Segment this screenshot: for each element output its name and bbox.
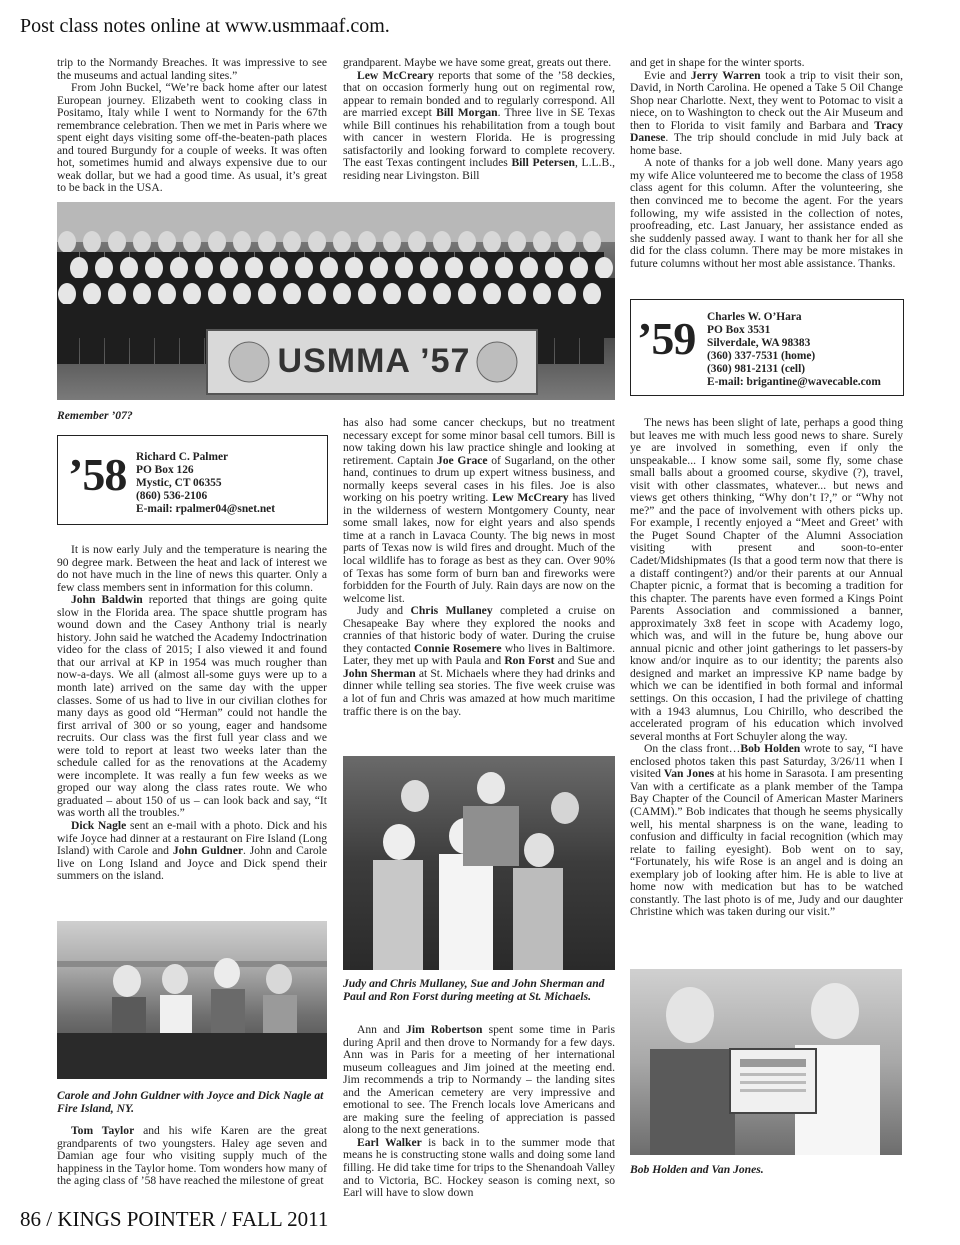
top-col3: [630, 57, 903, 270]
top-col2: [343, 57, 615, 182]
crowd-body: [80, 304, 104, 364]
crowd-face: [308, 283, 326, 305]
st-michaels-caption: Judy and Chris Mullaney, Sue and John Sherman and Paul and Ron Forst during meeting at St. Michaels.: [343, 977, 605, 1003]
crowd-face: [233, 231, 251, 253]
crowd-face: [533, 283, 551, 305]
classmate-name: Tom Taylor: [71, 1124, 135, 1137]
crowd-face: [470, 257, 488, 279]
classmate-name: John Guldner: [172, 844, 244, 858]
col2-body: [343, 417, 615, 718]
crowd-face: [270, 257, 288, 279]
classmate-name: Chris Mullaney: [410, 604, 493, 618]
crowd-face: [370, 257, 388, 279]
paragraph: The news has been slight of late, perhaps a good thing but leaves me with much less good news to share. Surely ye are involved in something, even if only the unspeakable... I know some sail, some fly, some chase small balls about a groomed course, skydive (?), travel, visit with other classmates, whatever... but news and views get others thinking, “Why don’t I?,” or “Why not me?” and the pace of involvement with others picks up. For example, I recently enjoyed a “Meet and Greet’ with the Puget Sound Chapter of the Alumni Association visiting with present and soon-to-enter Cadet/Midshipmates (Is that a good term now that there is a distaff contingent?) and/or their parents at our Annual Chapter picnic, a format that is becoming a tradition for this chapter. The parents have even formed a Kings Point Parents Association and commissioned a banner, approximately 3x8 feet in scope with Academy logo, which was, and will in the future be, hung above our annual picnic and other joint gatherings to let passers-by know and/or inquire as to our identity; the parents also designed and market an impressive KP name badge by which we can be identified in both formal and informal settings. On this occasion, I had the privilege of chatting with a 1943 alumnus, Lou Chirillo, who described the accelerated program of his education which involved several months at Fort Schuyler along the way.: [630, 416, 903, 743]
top-col1: [57, 57, 327, 195]
fire-island-photo: [57, 921, 327, 1079]
classmate-name: Lew McCreary: [357, 68, 434, 82]
class59-contact-box: [630, 299, 904, 396]
paragraph: grandparent. Maybe we have some great, greats out there.: [343, 56, 612, 69]
paragraph: It is now early July and the temperature is nearing the 90 degree mark. Between the heat and lack of interest we do not have much in the line of news this quarter. Only a few class members sent in information for this column.: [57, 543, 327, 594]
crowd-face: [158, 231, 176, 253]
crowd-face: [420, 257, 438, 279]
banner-caption: Remember ’07?: [57, 409, 133, 422]
crowd-face: [433, 283, 451, 305]
crowd-body: [180, 304, 204, 364]
classmate-name: Joe Grace: [436, 453, 488, 467]
crowd-face: [583, 231, 601, 253]
crowd-body: [57, 304, 79, 364]
crowd-face: [445, 257, 463, 279]
crowd-face: [458, 283, 476, 305]
crowd-face: [283, 231, 301, 253]
crowd-face: [283, 283, 301, 305]
crowd-face: [133, 231, 151, 253]
crowd-face: [145, 257, 163, 279]
crowd-face: [195, 257, 213, 279]
classmate-name: John Baldwin: [71, 593, 143, 607]
crowd-face: [520, 257, 538, 279]
classmate-name: John Sherman: [343, 666, 416, 680]
classmate-name: Tracy Danese: [630, 118, 903, 145]
col2-after-body: [343, 1024, 615, 1200]
crowd-face: [158, 283, 176, 305]
paragraph: has also had some cancer checkups, but no treatment necessary except for some minor basal cell tumors. Bill is now taking down his law practice shingle and looking at retirement. Captain Joe Grace of Sugarland, on the other hand, continues to drum up expert witness business, and normally keeps several cases in his files. Joe is also working on his poetry writing. Lew McCreary has lived in the wilderness of western Montgomery County, near some small lakes, now for eight years and also spends time at a ranch in Lavaca County. The big news in most parts of Texas now is wild fires and drought. Much of the local wildlife has to forage as best as they can. Over 90% of Texas has some form of burn ban and fireworks were forbidden for the Fourth of July. Rain days are now on the welcome list.: [343, 416, 616, 605]
crowd-face: [483, 283, 501, 305]
crowd-face: [233, 283, 251, 305]
crowd-face: [545, 257, 563, 279]
crowd-face: [295, 257, 313, 279]
crowd-face: [133, 283, 151, 305]
crowd-face: [58, 283, 76, 305]
classmate-name: Dick Nagle: [71, 819, 127, 833]
crowd-face: [258, 283, 276, 305]
crowd-face: [408, 283, 426, 305]
paragraph: Judy and Chris Mullaney completed a cruise on Chesapeake Bay where they explored the nooks and crannies of that historic body of water. During the cruise they contacted Connie Rosemere who lives in Baltimore. Later, they met up with Paula and Ron Forst and Sue and John Sherman at St. Michaels where they had drinks and dinner while telling sea stories. The five week cruise was a lot of fun and Chris was amazed at how much maritime traffic there is on the bay.: [343, 604, 615, 718]
crowd-face: [333, 231, 351, 253]
usmma57-group-photo: [57, 202, 615, 400]
class59-agent-info: Charles W. O’Hara PO Box 3531 Silverdale, WA 98383 (360) 337-7531 (home) (360) 981-2131 (cell) E-mail: brigantine@wavecable.com: [707, 311, 881, 388]
paragraph: trip to the Normandy Breaches. It was impressive to see the museums and actual landing sites.”: [57, 56, 327, 82]
crowd-face: [345, 257, 363, 279]
crowd-face: [395, 257, 413, 279]
crowd-face: [558, 283, 576, 305]
classmate-name: Van Jones: [663, 767, 715, 781]
crowd-face: [170, 257, 188, 279]
crowd-face: [208, 283, 226, 305]
crowd-face: [333, 283, 351, 305]
fire-island-caption: Carole and John Guldner with Joyce and Dick Nagle at Fire Island, NY.: [57, 1089, 324, 1115]
holden-jones-caption: Bob Holden and Van Jones.: [630, 1163, 764, 1176]
class-year-59: ’59: [637, 313, 696, 364]
paragraph: Lew McCreary reports that some of the ’58 deckies, that on occasion formerly hung out on regimental row, appear to remain bonded and to regularly correspond. All are married except Bill Morgan. Three live in SE Texas while Bill continues his rehabilitation from a tough bout with cancer in western Florida. He is progressing satisfactorily and looking forward to complete recovery. The east Texas contingent includes Bill Petersen, L.L.B., residing near Livingston. Bill: [343, 68, 616, 182]
holden-jones-photo: [630, 969, 902, 1155]
crowd-body: [105, 304, 129, 364]
paragraph: Earl Walker is back in to the summer mode that means he is constructing stone walls and doing some land filling. He did take time for trips to the Shenandoah Valley and to Victoria, BC. Hockey season is coming next, so Earl will have to slow down: [343, 1135, 615, 1200]
crowd-body: [555, 304, 579, 364]
crowd-face: [308, 231, 326, 253]
crowd-face: [358, 231, 376, 253]
classmate-name: Jim Robertson: [406, 1023, 483, 1036]
crowd-face: [83, 283, 101, 305]
crowd-face: [483, 231, 501, 253]
crowd-face: [358, 283, 376, 305]
crowd-face: [320, 257, 338, 279]
paragraph: On the class front…Bob Holden wrote to say, “I have enclosed photos taken this past Saturday, 3/26/11 when I visited Van Jones at his home in Sarasota. I am presenting Van with a certificate as a plank member of the Tampa Bay Chapter of the Council of American Master Mariners (CAMM).” Bob indicates that though he seems physically well, his mental sharpness is on the wane, leading to confusion and difficulty in facial recognition (which may relate to failing eyesight). Bob went on to say, “Fortunately, his wife Rose is an angel and is doing an exemplary job of looking after him. He is able to live at home now with medication but has to be watched constantly. The last photo is of me, Judy and our daughter Christine which was taken during our visit.”: [630, 742, 903, 919]
classmate-name: Lew McCreary: [492, 491, 569, 505]
crowd-face: [245, 257, 263, 279]
crowd-face: [508, 231, 526, 253]
crowd-body: [130, 304, 154, 364]
paragraph: and get in shape for the winter sports.: [630, 56, 805, 69]
crowd-face: [495, 257, 513, 279]
paragraph: Tom Taylor and his wife Karen are the great grandparents of two youngsters. Haley age seven and Damian age four who visiting supply much of the happiness in the Taylor home. Tom wonders how many of the aging class of ’58 have reached the milestone of great: [57, 1124, 327, 1188]
crowd-face: [433, 231, 451, 253]
crowd-face: [558, 231, 576, 253]
st-michaels-people: [343, 756, 615, 970]
crowd-face: [183, 283, 201, 305]
crowd-face: [383, 283, 401, 305]
crowd-face: [183, 231, 201, 253]
classmate-name: Jerry Warren: [690, 68, 761, 82]
crowd-face: [108, 283, 126, 305]
crowd-face: [208, 231, 226, 253]
crowd-face: [583, 283, 601, 305]
crowd-face: [120, 257, 138, 279]
paragraph: Dick Nagle sent an e-mail with a photo. Dick and his wife Joyce had dinner at a restaurant on Fire Island (Long Island) with Carole and John Guldner. John and Carole live on Long Island and Joyce and Dick spend their summers on the island.: [57, 819, 328, 883]
paragraph: Ann and Jim Robertson spent some time in Paris during April and then drove to Normandy for a few days. Ann was in Paris for a meeting of her international museum colleagues and Jim joined at the meeting end. Jim recommends a trip to Normandy – the landing sites and the American cemetery are very impressive and emotional to see. The French locals love Americans and are making sure the feeling of appreciation is passed along to the next generations.: [343, 1023, 615, 1137]
banner-text: USMMA ’57: [277, 342, 471, 380]
crowd-face: [70, 257, 88, 279]
crowd-face: [508, 283, 526, 305]
page-footer: 86 / KINGS POINTER / FALL 2011: [20, 1207, 329, 1231]
crowd-face: [383, 231, 401, 253]
paragraph: Evie and Jerry Warren took a trip to visit their son, David, in North Carolina. He opened a Take 5 Oil Change Shop near Charlotte. Next, they went to Potomac to visit a niece, on to Washington to check out the Air Museum and then to Florida to visit family and Barbara and Tracy Danese. The trip should conclude in mid July back at home base.: [630, 68, 903, 157]
col1-body: [57, 544, 327, 883]
classmate-name: Bill Morgan: [436, 106, 498, 120]
page-header: Post class notes online at www.usmmaaf.com.: [20, 15, 390, 37]
crowd-face: [533, 231, 551, 253]
col1-after-body: [57, 1125, 327, 1188]
st-michaels-photo: [343, 756, 615, 970]
crowd-face: [458, 231, 476, 253]
classmate-name: Bill Petersen: [511, 156, 575, 170]
crowd-face: [258, 231, 276, 253]
crowd-face: [108, 231, 126, 253]
paragraph: From John Buckel, “We’re back home after our latest European journey. Elizabeth went to cooking class in Positamo, Italy while I went to Normandy for the 67th remembrance celebration. Then we met in Paris where we spent eight days visiting some off-the-beaten-path places and toured Burgundy for a couple of weeks. It was often hot, sometimes humid and always expensive due to our weak dollar, but we had a good time. As usual, it’s great to be back in the USA.: [57, 81, 327, 195]
class-year-58: ’58: [68, 449, 127, 500]
crowd-face: [83, 231, 101, 253]
crowd-face: [95, 257, 113, 279]
classmate-name: Ron Forst: [504, 654, 555, 668]
crowd-face: [58, 231, 76, 253]
paragraph: A note of thanks for a job well done. Many years ago my wife Alice volunteered me to become the class of 1958 class agent for this column. After the volunteering, she then convinced me to become the agent. For the years following, my wife assisted in the collection of notes, proofreading, etc. Last January, her assistance ended as she suddenly passed away. I want to thank her for all she did for the class column. There may be more mistakes in future columns without her most able assistance. Thanks.: [630, 156, 903, 270]
crowd-body: [155, 304, 179, 364]
crowd-face: [595, 257, 613, 279]
col3-body: [630, 417, 903, 919]
crowd-face: [570, 257, 588, 279]
class58-agent-info: Richard C. Palmer PO Box 126 Mystic, CT 06355 (860) 536-2106 E-mail: rpalmer04@snet.net: [136, 451, 276, 515]
crowd-body: [580, 304, 604, 364]
class58-contact-box: [57, 435, 328, 525]
classmate-name: Bob Holden: [740, 742, 801, 756]
classmate-name: Connie Rosemere: [414, 641, 502, 655]
paragraph: John Baldwin reported that things are going quite slow in the Florida area. The space shuttle program has wound down and the Casey Anthony trial is nearly history. John said he watched the Academy Indoctrination video for the class of 2015; I also viewed it and found that our arrival at KP in 1954 was much rougher than now-a-days. We all (almost all-some guys were up to a month late) arrived on the same day with the upper classes. Some of us had to live in our civilian clothes for many days as good old “Herman” could not handle the first arrival of 300 or so young, eager and handsome recruits. Our class was the first full year class and we were told to report at least two weeks later than the schedule called for as the renovations at the Academy were incomplete. It was really a fun few weeks as we groped our way along the class rates route. We who graduated – about 150 of us – can look back and say, “It was worth all the troubles.”: [57, 593, 327, 820]
crowd-face: [408, 231, 426, 253]
holden-jones-people: [630, 969, 902, 1155]
crowd-face: [220, 257, 238, 279]
classmate-name: Earl Walker: [357, 1135, 422, 1149]
fire-island-people: [57, 921, 327, 1079]
